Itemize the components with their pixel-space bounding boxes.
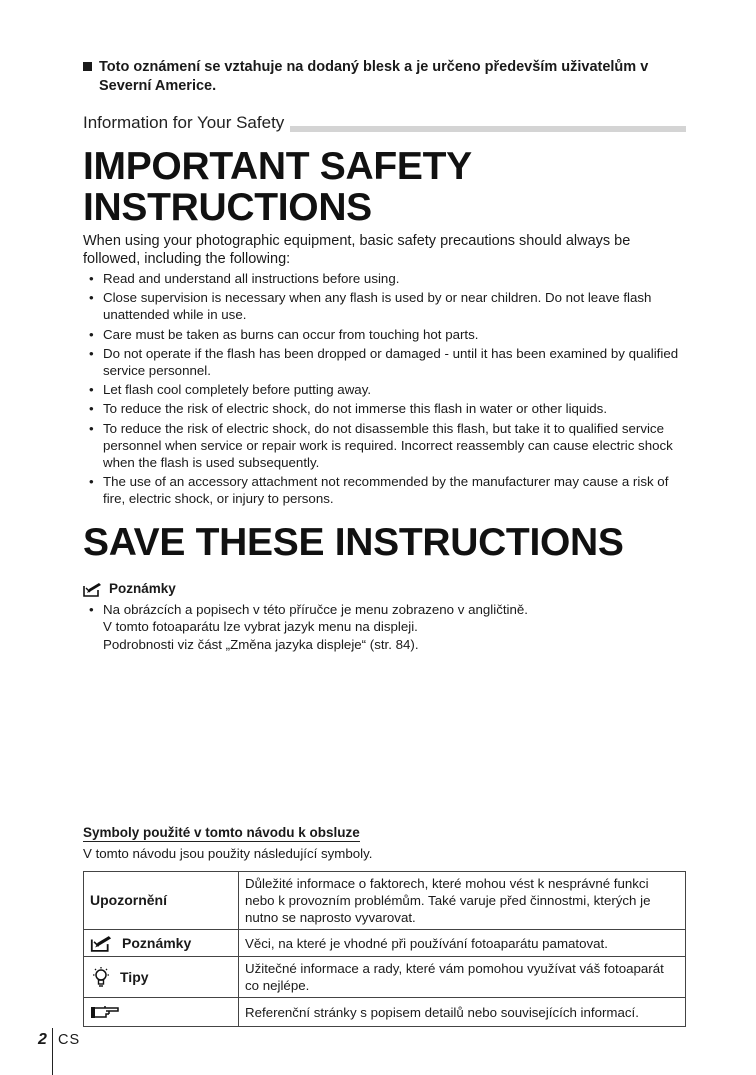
safety-item: • Read and understand all instructions before using. — [83, 270, 686, 287]
footer-divider — [52, 1028, 53, 1075]
section-subtitle — [83, 112, 686, 134]
language-code: CS — [58, 1032, 81, 1048]
safety-item: • The use of an accessory attachment not recommended by the manufacturer may cause a risk of fire, electric shock, or injury to persons. — [83, 473, 686, 507]
lightbulb-icon — [90, 966, 112, 988]
pencil-note-icon — [83, 582, 103, 597]
subtitle-text: Information for Your Safety — [83, 112, 290, 133]
important-safety-heading: IMPORTANT SAFETY INSTRUCTIONS — [83, 145, 472, 229]
page-number: 2 — [38, 1031, 47, 1048]
notes-title: Poznámky — [109, 581, 176, 596]
safety-item: • Care must be taken as burns can occur from touching hot parts. — [83, 326, 686, 343]
safety-item: • Do not operate if the flash has been dropped or damaged - until it has been examined by qualified service personnel. — [83, 345, 686, 379]
save-instructions-heading: SAVE THESE INSTRUCTIONS — [83, 521, 624, 564]
square-bullet-icon — [83, 62, 92, 71]
safety-item: • Let flash cool completely before putting away. — [83, 381, 686, 398]
table-row — [84, 957, 686, 998]
tips-label: Tipy — [120, 968, 149, 985]
safety-list — [83, 270, 686, 510]
table-row — [84, 998, 686, 1027]
symbol-label-cell — [84, 998, 239, 1027]
symbol-label-cell — [84, 957, 239, 998]
safety-item: • To reduce the risk of electric shock, do not disassemble this flash, but take it to qualified service personnel when service or repair work is required. Incorrect reassembly can cause electric shock when the flash is used subsequently. — [83, 420, 686, 472]
safety-item: • Close supervision is necessary when any flash is used by or near children. Do not leave flash unattended while in use. — [83, 289, 686, 323]
north-america-notice — [83, 58, 686, 96]
symbol-description: Referenční stránky s popisem detailů nebo souvisejících informací. — [239, 998, 686, 1027]
safety-item: • To reduce the risk of electric shock, do not immerse this flash in water or other liquids. — [83, 400, 686, 417]
symbol-description: Věci, na které je vhodné při používání fotoaparátu pamatovat. — [239, 930, 686, 957]
notes-heading — [83, 580, 176, 598]
safety-intro: When using your photographic equipment, basic safety precautions should always be followed, including the following: — [83, 233, 631, 267]
caution-label: Upozornění — [90, 892, 167, 908]
pointing-hand-icon — [90, 1004, 120, 1020]
notes-line: V tomto fotoaparátu lze vybrat jazyk menu na displeji. — [103, 619, 418, 635]
symbol-label-cell — [84, 872, 239, 930]
pencil-note-icon — [90, 935, 114, 952]
symbol-description: Důležité informace o faktorech, které mohou vést k nesprávné funkci nebo k provozním problémům. Také varuje před činnostmi, kterých je nutno se naprosto vyvarovat. — [239, 872, 686, 930]
table-row — [84, 930, 686, 957]
symbol-description: Užitečné informace a rady, které vám pomohou využívat váš fotoaparát co nejlépe. — [239, 957, 686, 998]
notes-list — [83, 601, 686, 653]
symbols-heading: Symboly použité v tomto návodu k obsluze — [83, 825, 360, 840]
notes-label: Poznámky — [122, 934, 192, 951]
symbol-label-cell — [84, 930, 239, 957]
symbols-table — [83, 871, 686, 1027]
notes-item — [83, 601, 686, 653]
symbols-intro: V tomto návodu jsou použity následující symboly. — [83, 846, 373, 861]
notice-text: Toto oznámení se vztahuje na dodaný blesk a je určeno především uživatelům v Severní Americe. — [99, 59, 649, 94]
notes-line: Podrobnosti viz část „Změna jazyka displeje“ (str. 84). — [103, 636, 419, 652]
notes-line: Na obrázcích a popisech v této příručce je menu zobrazeno v angličtině. — [103, 602, 528, 617]
table-row — [84, 872, 686, 930]
